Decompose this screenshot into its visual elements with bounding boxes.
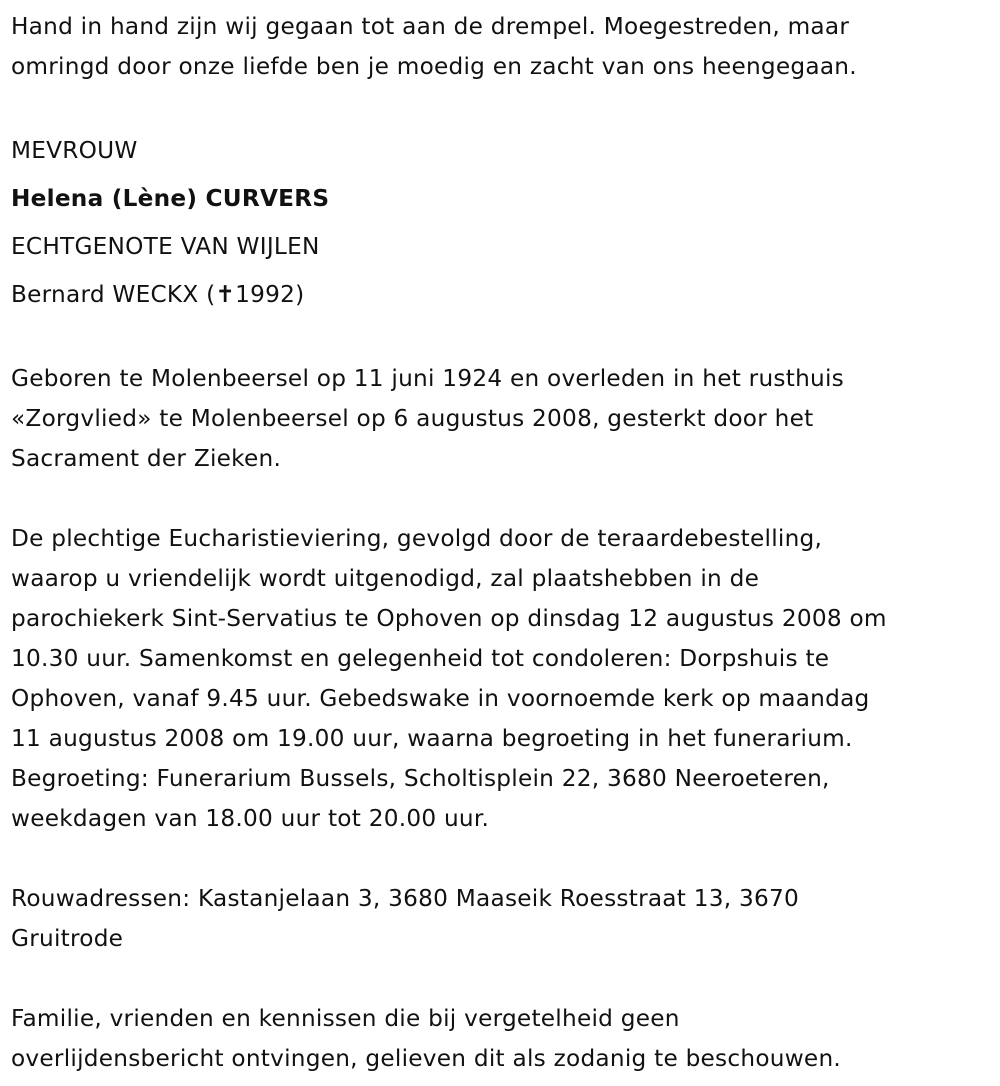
paragraph-line: Begroeting: Funerarium Bussels, Scholtisplein 22, 3680 Neeroeteren, <box>11 765 830 792</box>
paragraph-line: waarop u vriendelijk wordt uitgenodigd, zal plaatshebben in de <box>11 565 760 592</box>
paragraph-line: Rouwadressen: Kastanjelaan 3, 3680 Maaseik Roesstraat 13, 3670 <box>11 885 799 912</box>
paragraph-line: Gruitrode <box>11 925 124 952</box>
paragraph-line: De plechtige Eucharistieviering, gevolgd door de teraardebestelling, <box>11 525 823 552</box>
spacer <box>11 479 995 519</box>
paragraph-line: parochiekerk Sint-Servatius te Ophoven op dinsdag 12 augustus 2008 om <box>11 605 887 632</box>
relation-label: ECHTGENOTE VAN WIJLEN <box>11 233 320 260</box>
closing-paragraph <box>11 999 995 1079</box>
deceased-block <box>11 127 995 319</box>
spacer <box>11 319 995 359</box>
quote-line: Hand in hand zijn wij gegaan tot aan de drempel. Moegestreden, maar <box>11 13 850 40</box>
paragraph-line: 10.30 uur. Samenkomst en gelegenheid tot condoleren: Dorpshuis te <box>11 645 830 672</box>
addresses-paragraph <box>11 879 995 959</box>
paragraph-line: Ophoven, vanaf 9.45 uur. Gebedswake in voornoemde kerk op maandag <box>11 685 870 712</box>
honorific: MEVROUW <box>11 137 138 164</box>
service-paragraph <box>11 519 995 839</box>
paragraph-line: weekdagen van 18.00 uur tot 20.00 uur. <box>11 805 490 832</box>
paragraph-line: overlijdensbericht ontvingen, gelieven dit als zodanig te beschouwen. <box>11 1045 842 1072</box>
paragraph-line: «Zorgvlied» te Molenbeersel op 6 augustus 2008, gesterkt door het <box>11 405 814 432</box>
spouse-name: Bernard WECKX (✝1992) <box>11 281 305 308</box>
paragraph-line: Geboren te Molenbeersel op 11 juni 1924 en overleden in het rusthuis <box>11 365 844 392</box>
opening-quote <box>11 7 995 87</box>
spacer <box>11 87 995 127</box>
spacer <box>11 839 995 879</box>
deceased-name: Helena (Lène) CURVERS <box>11 185 330 212</box>
paragraph-line: Familie, vrienden en kennissen die bij vergetelheid geen <box>11 1005 680 1032</box>
birth-death-paragraph <box>11 359 995 479</box>
spacer <box>11 959 995 999</box>
quote-line: omringd door onze liefde ben je moedig en zacht van ons heengegaan. <box>11 53 857 80</box>
obituary-document <box>11 7 995 1079</box>
paragraph-line: Sacrament der Zieken. <box>11 445 282 472</box>
paragraph-line: 11 augustus 2008 om 19.00 uur, waarna begroeting in het funerarium. <box>11 725 853 752</box>
